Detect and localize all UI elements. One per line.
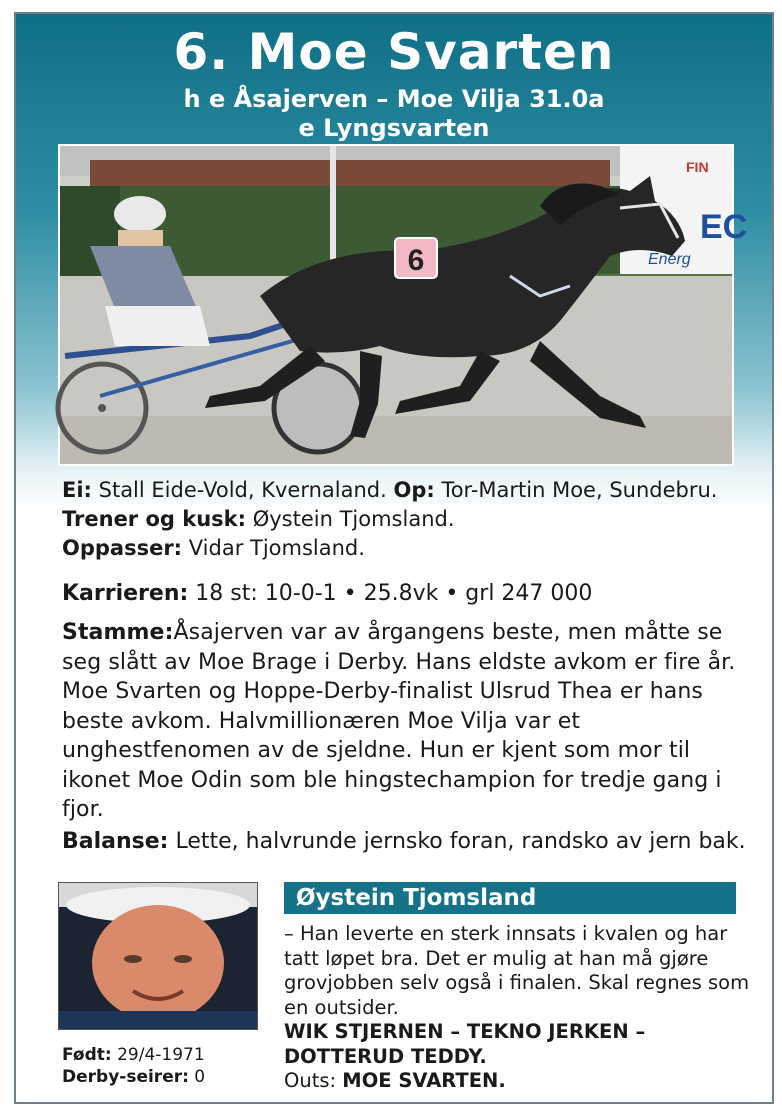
stamme-label: Stamme: <box>62 620 174 645</box>
balanse-text: Lette, halvrunde jernsko foran, randsko av jern bak. <box>168 829 746 854</box>
race-photo <box>58 144 748 466</box>
owner-label: Ei: <box>62 478 92 502</box>
op-value: Tor-Martin Moe, Sundebru. <box>434 478 718 502</box>
svg-text:FIN: FIN <box>686 159 709 175</box>
derby-value: 0 <box>188 1067 206 1087</box>
trainer-comment <box>284 922 754 1094</box>
trainer-portrait <box>58 882 258 1030</box>
pedigree-description <box>62 618 762 825</box>
trainer-label: Trener og kusk: <box>62 507 247 531</box>
header-panel <box>16 14 772 514</box>
shoeing-line <box>62 827 762 856</box>
career-value: 18 st: 10-0-1 • 25.8vk • grl 247 000 <box>188 581 593 606</box>
svg-text:EC: EC <box>700 208 748 246</box>
derby-label: Derby-seirer: <box>62 1067 189 1087</box>
stamme-text: Åsajerven var av årgangens beste, men måtte se seg slått av Moe Brage i Derby. Hans eldste avkom er fire år. Moe Svarten og Hoppe-Derby-finalist Ulsrud Thea er hans beste avkom. Halvmillionæren Moe Vilja var et unghestfenomen av de sjeldne. Hun er kjent som mor til ikonet Moe Odin som ble hingstechampion for tredje gang i fjor. <box>62 620 736 822</box>
comment-text: – Han leverte en sterk innsats i kvalen og har tatt løpet bra. Det er mulig at han må gjøre grovjobben selv også i finalen. Skal regnes som en outsider. <box>284 922 750 1019</box>
trainer-value: Øystein Tjomsland. <box>246 507 455 531</box>
owner-value: Stall Eide-Vold, Kvernaland. <box>91 478 394 502</box>
horse-card <box>14 12 774 1104</box>
balanse-label: Balanse: <box>62 829 169 854</box>
trainer-picks: WIK STJERNEN – TEKNO JERKEN – DOTTERUD TEDDY. <box>284 1020 646 1068</box>
pedigree-line-2: e Lyngsvarten <box>298 114 490 142</box>
pedigree-line-1: h e Åsajerven – Moe Vilja 31.0a <box>183 85 605 113</box>
outs-value: MOE SVARTEN. <box>342 1069 506 1092</box>
svg-text:6: 6 <box>407 244 425 277</box>
horse-title: 6. Moe Svarten <box>173 23 615 81</box>
op-label: Op: <box>393 478 435 502</box>
outs-label: Outs: <box>284 1069 337 1092</box>
career-line <box>62 579 762 608</box>
born-label: Født: <box>62 1045 112 1065</box>
svg-text:Energ: Energ <box>648 251 691 268</box>
career-label: Karrieren: <box>62 581 189 606</box>
owner-info <box>62 476 762 563</box>
trainer-name-bar: Øystein Tjomsland <box>284 882 736 914</box>
groom-label: Oppasser: <box>62 536 183 560</box>
groom-value: Vidar Tjomsland. <box>182 536 365 560</box>
trainer-facts <box>62 1044 205 1088</box>
born-value: 29/4-1971 <box>111 1045 205 1065</box>
